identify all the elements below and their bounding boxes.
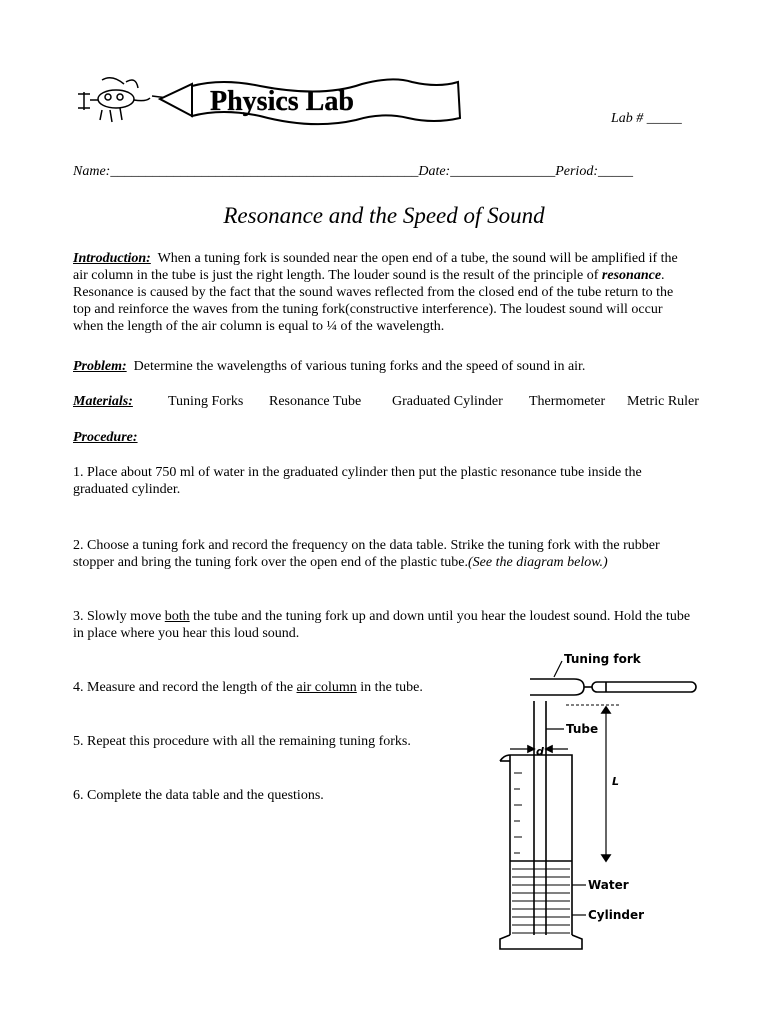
period-blank: _____ (597, 164, 633, 179)
graduated-cylinder (500, 755, 582, 949)
problem-paragraph (73, 358, 693, 375)
procedure-step-1: 1. Place about 750 ml of water in the graduated cylinder then put the plastic resonance tube inside the graduated cylinder. (73, 465, 642, 497)
step2-note: (See the diagram below.) (468, 555, 608, 570)
introduction-paragraph (73, 250, 693, 335)
resonance-tube (534, 701, 546, 935)
page-title: Resonance and the Speed of Sound (223, 203, 545, 228)
tuning-fork-label: Tuning fork (564, 652, 641, 666)
cylinder-label: Cylinder (588, 908, 645, 922)
problem-label: Problem: (73, 359, 127, 374)
procedure-step-3 (73, 608, 698, 642)
d-label: d (536, 745, 544, 758)
procedure-step-4 (73, 679, 473, 696)
step4-emphasis: air column (296, 680, 357, 695)
physics-lab-logo (72, 70, 472, 132)
water-level (510, 861, 572, 933)
procedure-step-2 (73, 537, 703, 571)
materials-row (73, 393, 713, 411)
tube-label: Tube (566, 722, 599, 736)
step3-text-a: 3. Slowly move (73, 609, 165, 624)
material-item: Graduated Cylinder (392, 394, 503, 409)
name-blank: ____________________________________________ (110, 164, 419, 179)
material-item: Tuning Forks (168, 394, 244, 409)
materials-label: Materials: (73, 394, 133, 409)
material-item: Resonance Tube (269, 394, 362, 409)
introduction-text-2: . Resonance is caused by the fact that the sound waves reflected from the closed end of the tube return to the top and reinforce the waves from the tuning fork(constructive interference). The loudest sound will occur when the length of the air column is equal to ¼ of the wavelength. (73, 268, 674, 334)
period-label: Period: (555, 164, 598, 179)
procedure-step-6: 6. Complete the data table and the questions. (73, 788, 324, 803)
step4-text-b: in the tube. (356, 680, 423, 695)
airplane-icon (78, 78, 168, 122)
date-label: Date: (418, 164, 451, 179)
name-label: Name: (73, 164, 111, 179)
resonance-keyword: resonance (601, 268, 662, 283)
date-blank: _______________ (450, 164, 556, 179)
introduction-text-1: When a tuning fork is sounded near the open end of a tube, the sound will be amplified if the air column in the tube is just the right length. The louder sound is the result of the principle of (73, 251, 678, 283)
water-label: Water (588, 878, 629, 892)
procedure-label: Procedure: (73, 430, 138, 445)
procedure-step-5: 5. Repeat this procedure with all the remaining tuning forks. (73, 734, 411, 749)
l-label: L (612, 775, 620, 788)
step2-text: 2. Choose a tuning fork and record the frequency on the data table. Strike the tuning fork with the rubber stopper and bring the tuning fork over the open end of the plastic tube. (73, 538, 660, 570)
step4-text-a: 4. Measure and record the length of the (73, 680, 297, 695)
resonance-tube-diagram (470, 645, 710, 961)
problem-text: Determine the wavelengths of various tuning forks and the speed of sound in air. (133, 359, 586, 374)
student-info-line (73, 164, 633, 180)
step3-text-b: the tube and the tuning fork up and down until you hear the loudest sound. Hold the tube in place where you hear this loud sound. (73, 609, 691, 641)
introduction-label: Introduction: (73, 251, 151, 266)
tuning-fork-icon (530, 679, 696, 695)
banner-title: Physics Lab (210, 86, 354, 117)
material-item: Metric Ruler (627, 394, 699, 409)
step3-emphasis: both (164, 609, 190, 624)
material-item: Thermometer (529, 394, 606, 409)
lab-number: Lab # _____ (611, 111, 682, 126)
